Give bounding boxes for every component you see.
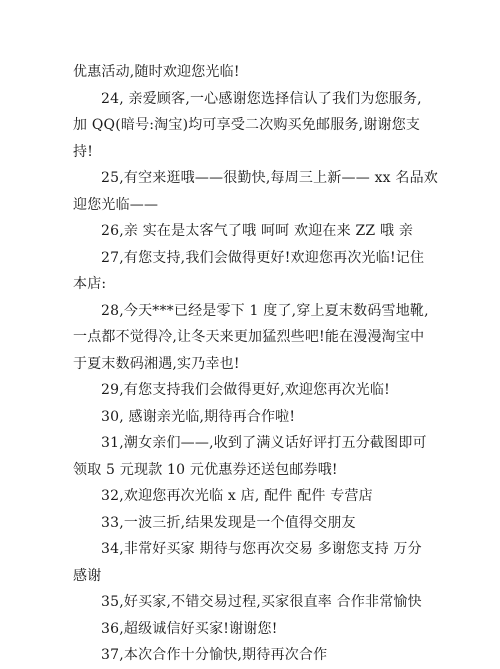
- text-line: 33,一波三折,结果发现是一个值得交朋友: [101, 514, 356, 531]
- text-line: 28,今天***已经是零下 1 度了,穿上夏末数码雪地靴,: [101, 302, 429, 319]
- text-line: 一点都不觉得冷,让冬天来更加猛烈些吧!能在漫漫淘宝中: [73, 329, 425, 345]
- text-line: 25,有空来逛哦——很勤快,每周三上新—— xx 名品欢: [101, 170, 439, 186]
- text-line: 24, 亲爱顾客,一心感谢您选择信认了我们为您服务,: [101, 90, 422, 107]
- text-line: 32,欢迎您再次光临 x 店, 配件 配件 专营店: [101, 488, 373, 504]
- text-line: 感谢: [73, 567, 102, 584]
- text-line: 27,有您支持,我们会做得更好!欢迎您再次光临!记住: [101, 249, 425, 266]
- text-line: 30, 感谢亲光临,期待再合作啦!: [101, 408, 296, 425]
- text-line: 31,潮女亲们——,收到了满义话好评打五分截图即可: [101, 435, 427, 451]
- text-line: 持!: [73, 143, 94, 160]
- text-line: 37,本次合作十分愉快,期待再次合作: [101, 647, 328, 663]
- text-line: 26,亲 实在是太客气了哦 呵呵 欢迎在来 ZZ 哦 亲: [101, 223, 414, 239]
- text-line: 36,超级诚信好买家!谢谢您!: [101, 620, 278, 637]
- text-line: 29,有您支持我们会做得更好,欢迎您再次光临!: [101, 382, 390, 398]
- text-line: 迎您光临——: [73, 196, 159, 213]
- text-line: 于夏末数码湘遇,实乃幸也!: [73, 355, 240, 372]
- text-line: 优惠活动,随时欢迎您光临!: [73, 64, 240, 80]
- text-line: 领取 5 元现款 10 元优惠券还送包邮券哦!: [73, 461, 338, 478]
- text-line: 35,好买家,不错交易过程,买家很直率 合作非常愉快: [101, 594, 422, 610]
- text-line: 34,非常好买家 期待与您再次交易 多谢您支持 万分: [101, 541, 422, 557]
- text-line: 本店:: [73, 276, 107, 292]
- text-line: 加 QQ(暗号:淘宝)均可享受二次购买免邮服务,谢谢您支: [73, 117, 421, 133]
